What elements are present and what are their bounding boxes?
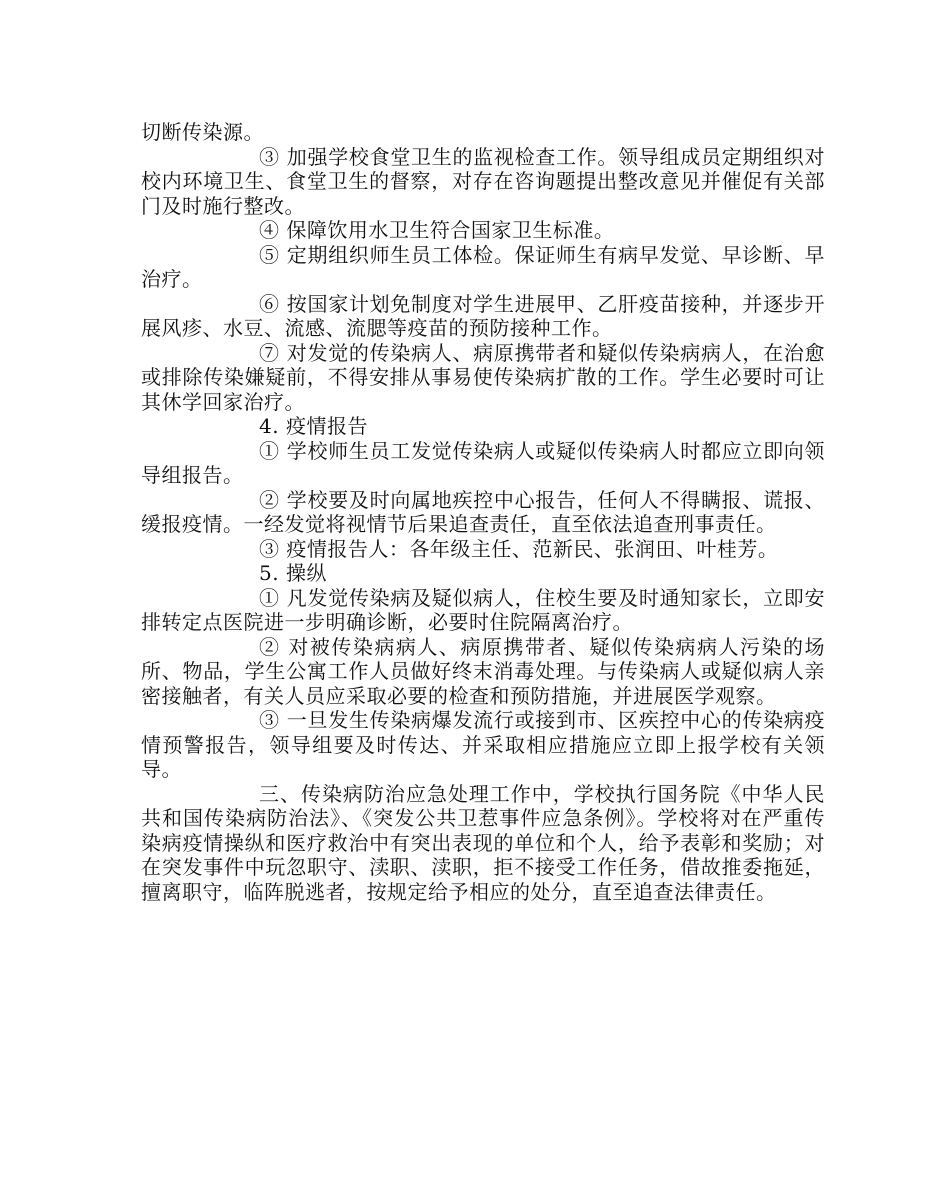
paragraph-notify-parents: ① 凡发觉传染病及疑似病人，住校生要及时通知家长，立即安排转定点医院进一步明确诊断，必要时住院隔离治疗。	[141, 585, 825, 634]
paragraph-reporters: ③ 疫情报告人：各年级主任、范新民、张润田、叶桂芳。	[259, 536, 779, 561]
paragraph-cut-source: 切断传染源。	[141, 120, 264, 144]
paragraph-outbreak-response: ③ 一旦发生传染病爆发流行或接到市、区疾控中心的传染病疫情预警报告，领导组要及时传达、并采取相应措施应立即上报学校有关领导。	[141, 708, 825, 781]
paragraph-patient-work-restriction: ⑦ 对发觉的传染病人、病原携带者和疑似传染病病人，在治愈或排除传染嫌疑前，不得安排从事易使传染病扩散的工作。学生必要时可让其休学回家治疗。	[141, 340, 825, 414]
paragraph-section-three: 三、传染病防治应急处理工作中，学校执行国务院《中华人民共和国传染病防治法》、《突发公共卫惹事件应急条例》。学校将对在严重传染病疫情操纵和医疗救治中有突出表现的单位和个人，给予表彰和奖励；对在突发事件中玩忽职守、渎职、渎职，拒不接受工作任务，借故推委拖延，擅离职守，临阵脱逃者，按规定给予相应的处分，直至追查法律责任。	[141, 781, 825, 904]
paragraph-disinfection: ② 对被传染病病人、病原携带者、疑似传染病病人污染的场所、物品，学生公寓工作人员做好终末消毒处理。与传染病人或疑似病人亲密接触者，有关人员应采取必要的检查和预防措施，并进展医学观察。	[141, 634, 825, 708]
paragraph-drinking-water: ④ 保障饮用水卫生符合国家卫生标准。	[259, 218, 615, 242]
paragraph-vaccination: ⑥ 按国家计划免制度对学生进展甲、乙肝疫苗接种，并逐步开展风疹、水豆、流感、流腮等疫苗的预防接种工作。	[141, 291, 825, 340]
paragraph-report-to-cdc: ② 学校要及时向属地疾控中心报告，任何人不得瞒报、谎报、缓报疫情。一经发觉将视情节后果追查责任，直至依法追查刑事责任。	[141, 487, 825, 536]
section-heading-control: 5. 操纵	[259, 561, 327, 585]
paragraph-health-check: ⑤ 定期组织师生员工体检。保证师生有病早发觉、早诊断、早治疗。	[141, 242, 825, 291]
document-body	[141, 120, 825, 904]
paragraph-report-to-leaders: ① 学校师生员工发觉传染病人或疑似传染病人时都应立即向领导组报告。	[141, 438, 825, 487]
paragraph-canteen-inspection: ③ 加强学校食堂卫生的监视检查工作。领导组成员定期组织对校内环境卫生、食堂卫生的督察，对存在咨询题提出整改意见并催促有关部门及时施行整改。	[141, 144, 825, 218]
section-heading-epidemic-report: 4. 疫情报告	[259, 414, 368, 438]
